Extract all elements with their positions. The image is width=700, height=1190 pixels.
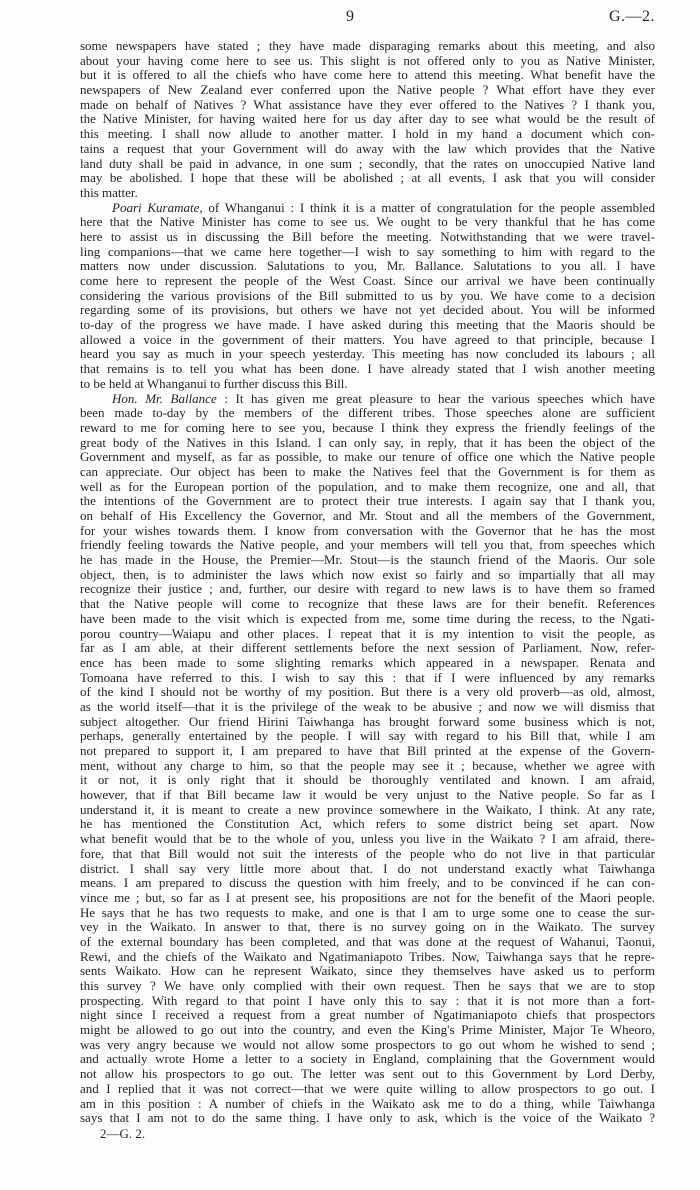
- text-line: as the world itself—that it is the privilege of the weak to be abusive ; and now we will dismiss that: [80, 698, 655, 714]
- text-line: Rewi, and the chiefs of the Waikato and Ngatimaniapoto Tribes. Now, Taiwhanga says that he repre-: [80, 948, 655, 964]
- text-line: regarding some of its provisions, but others we have not yet decided about. You will be informed: [80, 302, 655, 318]
- text-line: land duty shall be paid in advance, in one sum ; secondly, that the rates on unoccupied Native land: [80, 155, 655, 171]
- text-line: can appreciate. Our object has been to make the Natives feel that the Government is for them as: [80, 463, 655, 479]
- text-line: says that I am not to do the same thing. I have only to ask, which is the voice of the Waikato ?: [80, 1110, 655, 1126]
- signature-mark: 2—G. 2.: [100, 1126, 146, 1141]
- text-line: district. I shall say very little more about that. I do not understand exactly what Taiwhanga: [80, 860, 655, 876]
- text-line: sents Waikato. How can he represent Waikato, since they themselves have asked us to perform: [80, 963, 655, 979]
- text-line: this survey ? We have only complied with their own request. Then he says that we are to stop: [80, 978, 655, 993]
- text-line: was very angry because we would not allow some prospectors to go out whom he wished to send ;: [80, 1036, 655, 1052]
- text-line: it or not, it is only right that it should be thoroughly ventilated and known. I am afraid,: [80, 772, 655, 788]
- text-line: matters now under discussion. Salutations to you, Mr. Ballance. Salutations to you all. I have: [80, 258, 655, 274]
- text-line: well as for the European portion of the population, and to make them recognize, one and all, that: [80, 478, 655, 494]
- text-line: come here to represent the people of the West Coast. Since our arrival we have been continually: [80, 273, 655, 288]
- text-line: may be abolished. I hope that these will be abolished ; at all events, I ask that you will consider: [80, 170, 655, 186]
- text-line: ence has been made to some slighting remarks which appeared in a newspaper. Renata and: [80, 654, 655, 670]
- page-number: 9: [346, 8, 354, 25]
- text-line: however, that if that Bill became law it would be very unjust to the Native people. So far as I: [80, 787, 655, 803]
- text-line: to-day of the progress we have made. I have asked during this meeting that the Maoris should be: [80, 317, 655, 333]
- text-line: porou country—Waiapu and other places. I repeat that it is my intention to visit the people, as: [80, 625, 655, 641]
- text-line: vey in the Waikato. In answer to that, there is no survey going on in the Waikato. The survey: [80, 919, 655, 935]
- text-line: ment, without any charge to him, so that the people may see it ; because, whether we agree with: [80, 757, 655, 773]
- text-line: understand it, it is meant to create a new province somewhere in the Waikato, I think. At any rate,: [80, 801, 655, 817]
- text-line: heard you say as much in your speech yesterday. This meeting has now concluded its labours ; all: [80, 346, 655, 362]
- text-line: means. I am prepared to discuss the question with him freely, and to be convinced if he can con-: [80, 875, 655, 891]
- text-line: subject altogether. Our friend Hirini Taiwhanga has brought forward some business which is not,: [80, 713, 655, 729]
- text-line: he has mentioned the Constitution Act, which refers to some district being set apart. Now: [80, 816, 655, 832]
- text-line: he has made in the House, the Premier—Mr. Stout—is the staunch friend of the Maoris. Our sole: [80, 552, 655, 568]
- text-line: fore, that that Bill would not suit the interests of the people who do not live in that particular: [80, 845, 655, 861]
- text-line: far as I am able, at their different settlements before the next session of Parliament. Now, refer-: [80, 640, 655, 656]
- text-line: Government and myself, as far as possible, to make our tenure of office one which the Native people: [80, 449, 655, 465]
- text-line: friendly feeling towards the Native people, and your members will tell you that, from speeches which: [80, 537, 655, 553]
- text-line: that remains is to tell you what has been done. I have already stated that I wish another meeting: [80, 361, 655, 377]
- text-line: not allow his prospectors to go out. The letter was sent out to this Government by Lord Derby,: [80, 1066, 655, 1082]
- text-line: on behalf of His Excellency the Governor, and Mr. Stout and all the members of the Government,: [80, 508, 655, 523]
- text-line: prospecting. With regard to that point I have only this to say : that it is not more than a fort-: [80, 992, 655, 1008]
- text-line: Tomoana have referred to this. I wish to say this : that if I were influenced by any remarks: [80, 669, 655, 685]
- text-line: here that the Native Minister has come to see us. We ought to be very thankful that he has come: [80, 214, 655, 230]
- text-line: that the Native people will come to recognize that these laws are for their benefit. References: [80, 596, 655, 612]
- text-line: the intentions of the Government are to protect their true interests. I again say that I thank you,: [80, 493, 655, 509]
- document-reference: G.—2.: [608, 8, 655, 25]
- text-line: am in this position : A number of chiefs in the Waikato ask me to do a thing, while Taiwhanga: [80, 1095, 655, 1111]
- text-line: some newspapers have stated ; they have made disparaging remarks about this meeting, and also: [80, 38, 655, 53]
- text-line: night since I received a request from a great number of Ngatimaniapoto chiefs that prospectors: [80, 1007, 655, 1023]
- line-text: of Whanganui : I think it is a matter of congratulation for the people assembled: [202, 199, 655, 215]
- text-line: this meeting. I shall now allude to another matter. I hold in my hand a document which con-: [80, 126, 655, 142]
- text-line: have been made to the visit which is expected from me, some time during the recess, to the Ngati-: [80, 610, 655, 626]
- text-line: [80, 392, 655, 407]
- text-line: of the kind I should not be worthy of my position. But there is a very old proverb—as old, almost,: [80, 684, 655, 700]
- text-line: this matter.: [80, 184, 138, 200]
- text-line: allowed a voice in the government of their matters. You have agreed to that principle, because I: [80, 331, 655, 347]
- text-line: reward to me for coming here to see you, because I think they express the friendly feelings of the: [80, 419, 655, 435]
- text-line: and I replied that it was not correct—that we were quite willing to allow prospectors to go out. I: [80, 1080, 655, 1096]
- text-line: what benefit would that be to the whole of you, unless you live in the Waikato ? I am afraid, there-: [80, 831, 655, 847]
- text-line: about your having come here to see us. This slight is not offered only to you as Native Minister,: [80, 52, 655, 68]
- paragraph-continuation: [80, 39, 655, 201]
- paragraph-poari-kuramate: [80, 201, 655, 392]
- page-body: [80, 39, 655, 1126]
- text-line: here to assist us in discussing the Bill before the meeting. Notwithstanding that we were travel-: [80, 228, 655, 244]
- text-line: tains a request that your Government will do away with the law which provides that the Native: [80, 140, 655, 156]
- text-line: vince me ; but, so far as I at present see, his propositions are not for the benefit of the Maori people.: [80, 889, 655, 905]
- text-line: not prepared to support it, I am prepared to have that Bill printed at the expense of the Govern-: [80, 743, 655, 758]
- text-line: great body of the Natives in this Island. I can only say, in reply, that it has been the object of the: [80, 434, 655, 450]
- text-line: recognize their justice ; and, further, our desire with regard to new laws is to have them so framed: [80, 581, 655, 597]
- text-line: but it is offered to all the chiefs who have come here to attend this meeting. What benefit have the: [80, 67, 655, 83]
- text-line: for your wishes towards them. I know from conversation with the Governor that he has the most: [80, 522, 655, 538]
- text-line: and actually wrote Home a letter to a society in England, complaining that the Government would: [80, 1051, 655, 1067]
- text-line: perhaps, generally entertained by the people. I will say with regard to his Bill that, while I am: [80, 728, 655, 744]
- text-line: He says that he has two requests to make, and one is that I am to urge some one to cease the sur-: [80, 904, 655, 920]
- text-line: [80, 201, 655, 216]
- text-line: the Native Minister, for having waited here for us day after day to see what would be the result of: [80, 111, 655, 127]
- text-line: object, then, is to administer the laws which now exist so fairly and so impartially that all may: [80, 566, 655, 582]
- text-line: been made to-day by the members of the different tribes. Those speeches alone are sufficient: [80, 405, 655, 421]
- text-line: to be held at Whanganui to further discuss this Bill.: [80, 375, 348, 391]
- text-line: ling companions—that we came here together—I wish to say something to him with regard to the: [80, 243, 655, 259]
- paragraph-ballance: [80, 392, 655, 1126]
- speaker-name: Poari Kuramate,: [112, 199, 203, 215]
- text-line: newspapers of New Zealand ever conferred upon the Native people ? What effort have they ever: [80, 82, 655, 98]
- text-line: might be allowed to go out into the country, and even the King's Prime Minister, Major Te Wheoro,: [80, 1022, 655, 1038]
- text-line: made on behalf of Natives ? What assistance have they ever offered to the Natives ? I thank you,: [80, 96, 655, 112]
- speaker-name: Hon. Mr. Ballance: [112, 390, 217, 406]
- text-line: considering the various provisions of the Bill submitted to us by you. We have come to a decision: [80, 287, 655, 303]
- text-line: of the external boundary has been completed, and that was done at the request of Wahanui, Taonui,: [80, 933, 655, 949]
- line-text: : It has given me great pleasure to hear the various speeches which have: [216, 390, 655, 406]
